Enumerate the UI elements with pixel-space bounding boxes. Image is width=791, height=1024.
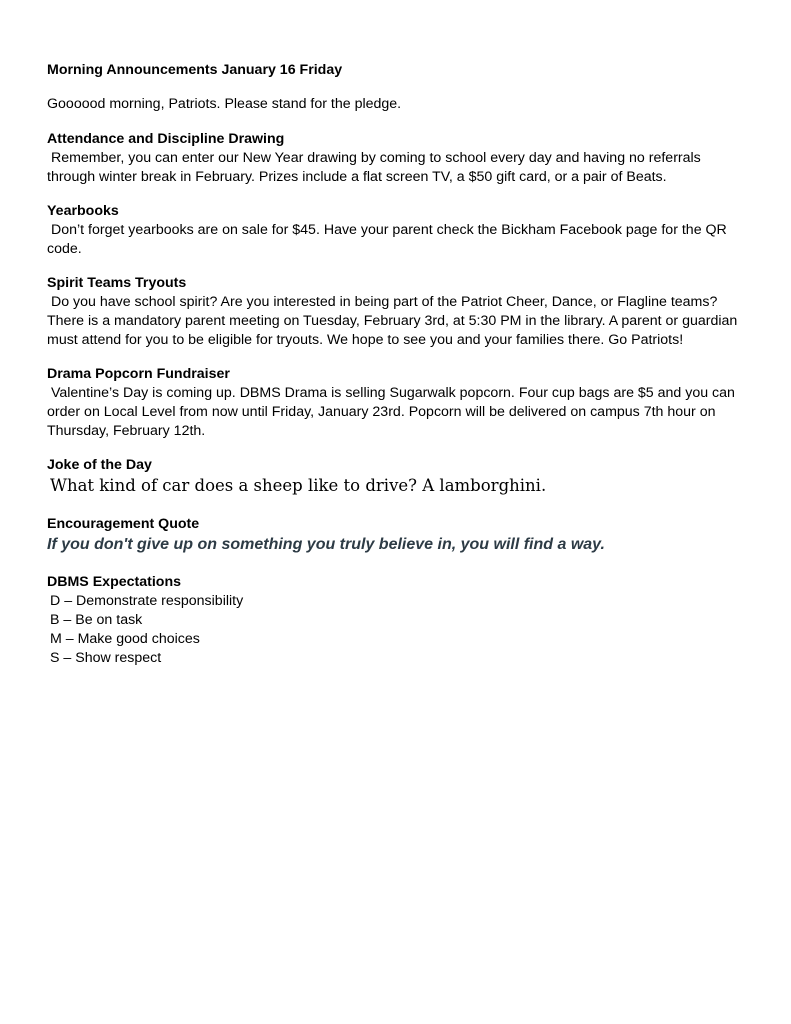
- section-quote: [47, 515, 752, 556]
- section-joke: [47, 456, 752, 497]
- page-title: Morning Announcements January 16 Friday: [47, 62, 343, 78]
- section-drama-fundraiser: [47, 365, 752, 441]
- section-spirit-tryouts: [47, 274, 752, 350]
- section-attendance: [47, 130, 752, 187]
- list-item: M – Make good choices: [50, 631, 200, 647]
- list-item: B – Be on task: [50, 612, 143, 628]
- expectations-heading: DBMS Expectations: [47, 574, 182, 590]
- list-item: S – Show respect: [50, 650, 162, 666]
- section-body: Don’t forget yearbooks are on sale for $45. Have your parent check the Bickham Facebook page for the QR code.: [47, 222, 731, 257]
- quote-heading: Encouragement Quote: [47, 516, 200, 532]
- section-expectations: [47, 573, 752, 668]
- quote-text: If you don't give up on something you truly believe in, you will find a way.: [47, 536, 605, 553]
- section-yearbooks: [47, 202, 752, 259]
- section-body: Remember, you can enter our New Year drawing by coming to school every day and having no referrals through winter break in February. Prizes include a flat screen TV, a $50 gift card, or a pair of Beats.: [47, 150, 705, 185]
- section-body: Valentine’s Day is coming up. DBMS Drama is selling Sugarwalk popcorn. Four cup bags are $5 and you can order on Local Level from now until Friday, January 23rd. Popcorn will be delivered on campus 7th hour on Thursday, February 12th.: [47, 385, 739, 439]
- section-heading: Spirit Teams Tryouts: [47, 275, 187, 291]
- joke-text: What kind of car does a sheep like to drive? A lamborghini.: [50, 476, 547, 495]
- section-heading: Attendance and Discipline Drawing: [47, 131, 285, 147]
- joke-heading: Joke of the Day: [47, 457, 152, 473]
- section-body: Do you have school spirit? Are you interested in being part of the Patriot Cheer, Dance, or Flagline teams? There is a mandatory parent meeting on Tuesday, February 3rd, at 5:30 PM in the library. A parent or guardian must attend for you to be eligible for tryouts. We hope to see you and your families there. Go Patriots!: [47, 294, 742, 348]
- section-heading: Yearbooks: [47, 203, 119, 219]
- list-item: D – Demonstrate responsibility: [50, 593, 244, 609]
- section-heading: Drama Popcorn Fundraiser: [47, 366, 230, 382]
- greeting: Goooood morning, Patriots. Please stand for the pledge.: [47, 96, 402, 112]
